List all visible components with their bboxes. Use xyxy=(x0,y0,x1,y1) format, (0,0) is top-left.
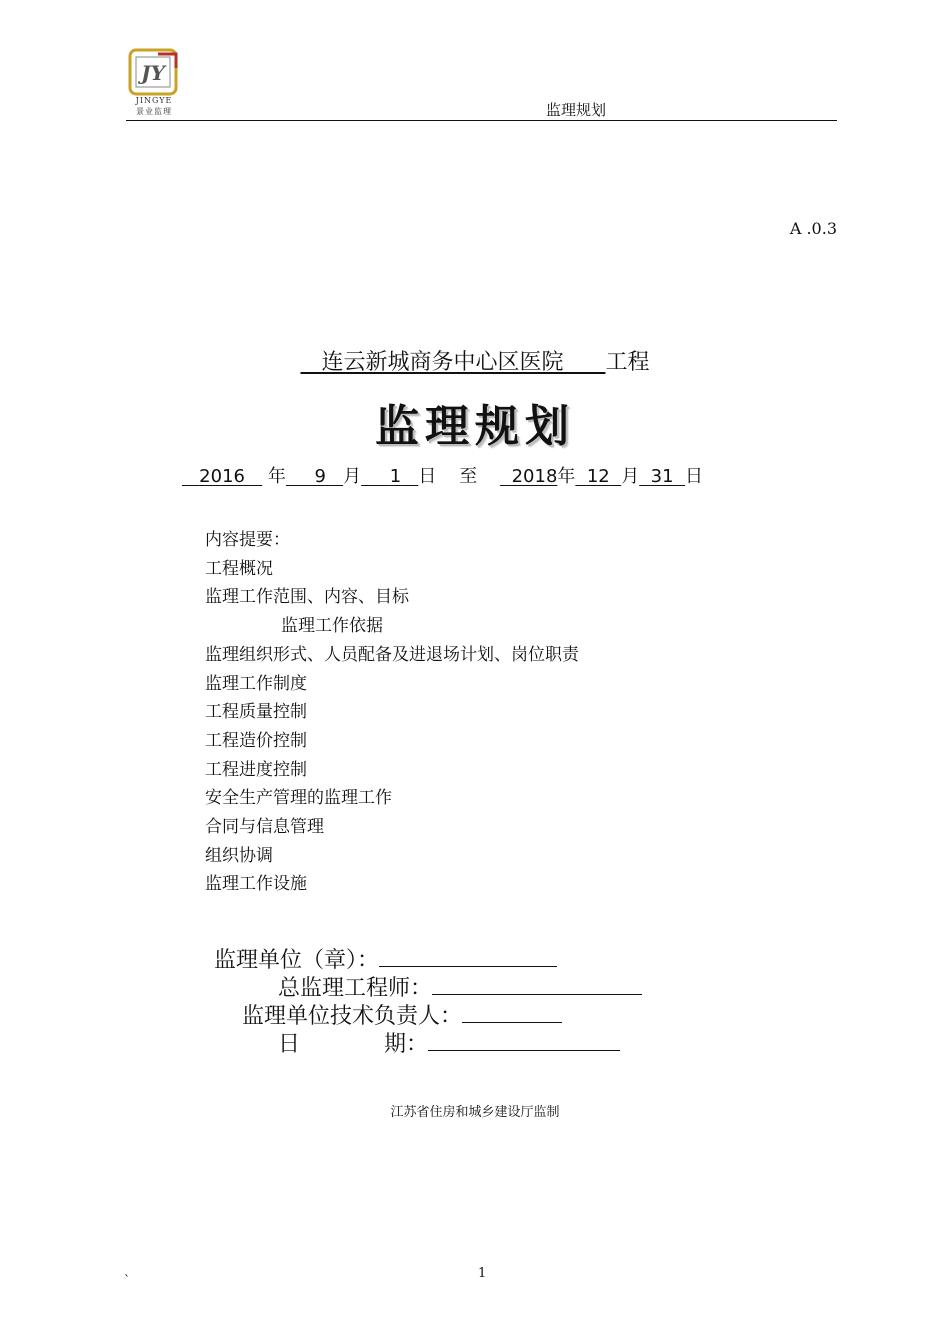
to-label: 至 xyxy=(459,466,478,487)
project-suffix: 工程 xyxy=(605,350,650,375)
signature-date-label-2: 期： xyxy=(384,1032,429,1057)
list-item: 监理组织形式、人员配备及进退场计划、岗位职责 xyxy=(205,644,579,665)
contents-summary xyxy=(205,526,579,899)
start-day: 1 xyxy=(389,466,402,487)
logo-letters: JY xyxy=(141,61,165,85)
contents-heading: 内容提要： xyxy=(205,530,290,550)
main-title: 监理规划 xyxy=(375,401,575,452)
period-line xyxy=(182,462,703,488)
jingye-logo-icon xyxy=(128,48,178,96)
signature-chief-label: 总监理工程师： xyxy=(278,976,433,1001)
signature-date-blank[interactable] xyxy=(428,1030,620,1051)
list-item: 安全生产管理的监理工作 xyxy=(205,788,392,809)
day-label-1: 日 xyxy=(418,466,437,487)
list-item: 监理工作制度 xyxy=(205,673,307,694)
list-item: 组织协调 xyxy=(205,845,273,866)
list-item: 监理工作依据 xyxy=(281,616,383,637)
end-day: 31 xyxy=(650,466,674,487)
project-suffix-blank xyxy=(564,350,606,375)
month-label-1: 月 xyxy=(343,466,362,487)
list-item: 合同与信息管理 xyxy=(205,817,324,838)
company-logo xyxy=(126,48,182,118)
list-item: 工程进度控制 xyxy=(205,759,307,780)
list-item: 工程概况 xyxy=(205,558,273,579)
project-name: 连云新城商务中心区医院 xyxy=(321,350,564,375)
logo-english-name: JINGYE xyxy=(135,96,173,105)
corner-mark: ` xyxy=(124,1273,130,1287)
issuer-note: 江苏省住房和城乡建设厅监制 xyxy=(390,1105,560,1120)
signature-unit-label: 监理单位（章）： xyxy=(214,948,380,973)
project-name-line xyxy=(0,345,950,376)
year-label-2: 年 xyxy=(557,466,576,487)
end-year: 2018 xyxy=(511,466,558,487)
start-year: 2016 xyxy=(199,466,245,487)
header-title: 监理规划 xyxy=(546,101,607,119)
list-item: 工程造价控制 xyxy=(205,730,307,751)
signature-date-label-1: 日 xyxy=(278,1032,301,1057)
project-prefix-blank xyxy=(301,350,322,375)
start-month: 9 xyxy=(314,466,326,487)
list-item: 工程质量控制 xyxy=(205,702,307,723)
list-item: 监理工作范围、内容、目标 xyxy=(205,587,409,608)
header-divider xyxy=(126,120,837,121)
year-label-1: 年 xyxy=(267,466,286,487)
signature-date xyxy=(264,1002,620,1058)
logo-chinese-name: 景业监理 xyxy=(136,107,172,116)
list-item: 监理工作设施 xyxy=(205,874,307,895)
month-label-2: 月 xyxy=(621,466,640,487)
day-label-2: 日 xyxy=(685,466,704,487)
signature-tech-lead-label: 监理单位技术负责人： xyxy=(242,1004,463,1029)
end-month: 12 xyxy=(586,466,610,487)
page-number: 1 xyxy=(478,1266,487,1281)
document-code: A .0.3 xyxy=(789,219,837,238)
